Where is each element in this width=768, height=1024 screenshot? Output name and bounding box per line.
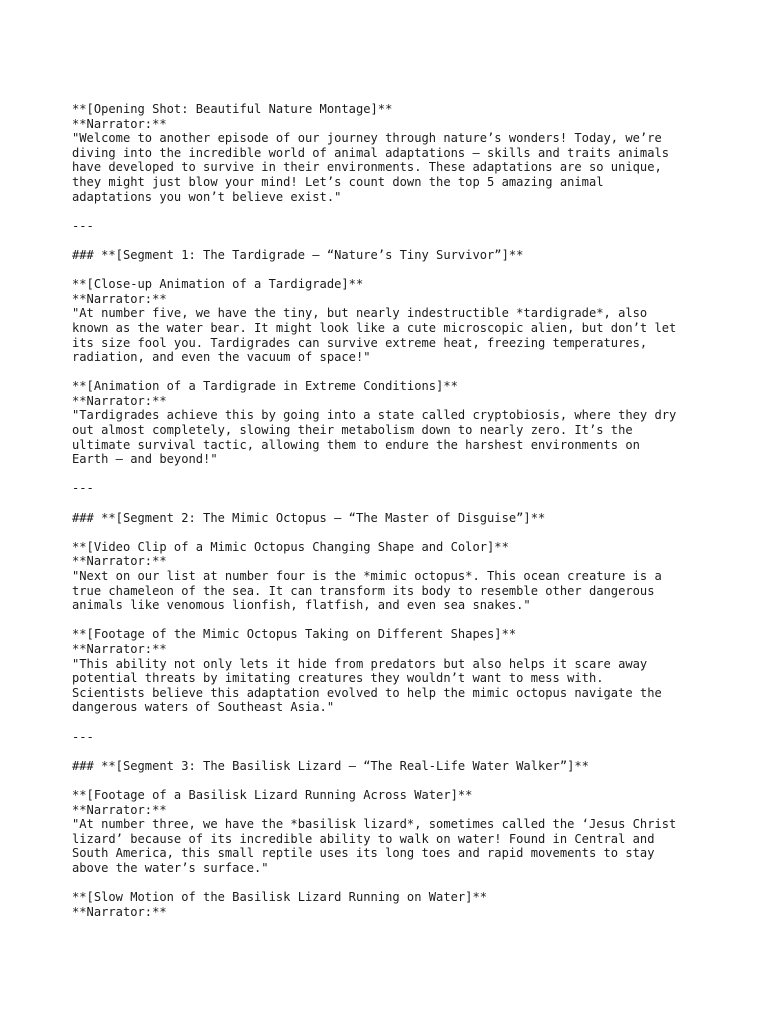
text-line: **[Close-up Animation of a Tardigrade]**	[72, 277, 364, 292]
text-line: South America, this small reptile uses its long toes and rapid movements to stay	[72, 846, 655, 861]
text-line: known as the water bear. It might look like a cute microscopic alien, but don’t let	[72, 320, 677, 335]
text-line: ---	[72, 481, 94, 496]
text-line: diving into the incredible world of animal adaptations – skills and traits animals	[72, 145, 670, 160]
text-line: ### **[Segment 1: The Tardigrade – “Nature’s Tiny Survivor”]**	[72, 247, 524, 262]
text-line: animals like venomous lionfish, flatfish, and even sea snakes."	[72, 598, 531, 613]
blank-line	[72, 496, 712, 511]
text-line: **Narrator:**	[72, 904, 167, 919]
blank-line	[72, 263, 712, 278]
text-line: Earth – and beyond!"	[72, 452, 218, 467]
text-line: **Narrator:**	[72, 291, 167, 306]
text-line: **Narrator:**	[72, 393, 167, 408]
text-line: **Narrator:**	[72, 116, 167, 131]
text-line: **[Animation of a Tardigrade in Extreme Conditions]**	[72, 379, 458, 394]
blank-line	[72, 467, 712, 482]
text-line: **[Footage of the Mimic Octopus Taking on Different Shapes]**	[72, 627, 517, 642]
text-line: "At number five, we have the tiny, but nearly indestructible *tardigrade*, also	[72, 306, 648, 321]
text-line: **Narrator:**	[72, 802, 167, 817]
text-line: potential threats by imitating creatures they wouldn’t want to mess with.	[72, 671, 604, 686]
text-line: have developed to survive in their environments. These adaptations are so unique,	[72, 160, 662, 175]
blank-line	[72, 773, 712, 788]
text-line: ### **[Segment 2: The Mimic Octopus – “The Master of Disguise”]**	[72, 510, 546, 525]
text-line: "At number three, we have the *basilisk lizard*, sometimes called the ‘Jesus Christ	[72, 817, 677, 832]
text-line: out almost completely, slowing their metabolism down to nearly zero. It’s the	[72, 423, 633, 438]
text-line: ---	[72, 729, 94, 744]
text-line: ---	[72, 218, 94, 233]
text-line: they might just blow your mind! Let’s count down the top 5 amazing animal	[72, 174, 604, 189]
text-line: **Narrator:**	[72, 554, 167, 569]
text-line: "Tardigrades achieve this by going into a state called cryptobiosis, where they dry	[72, 408, 677, 423]
blank-line	[72, 365, 712, 380]
text-line: its size fool you. Tardigrades can survive extreme heat, freezing temperatures,	[72, 335, 648, 350]
blank-line	[72, 875, 712, 890]
text-line: **[Slow Motion of the Basilisk Lizard Running on Water]**	[72, 890, 488, 905]
text-line: "Next on our list at number four is the *mimic octopus*. This ocean creature is a	[72, 569, 662, 583]
blank-line	[72, 744, 712, 759]
text-line: Scientists believe this adaptation evolved to help the mimic octopus navigate the	[72, 685, 662, 700]
text-line: **[Footage of a Basilisk Lizard Running Across Water]**	[72, 787, 473, 802]
text-line: ultimate survival tactic, allowing them to endure the harshest environments on	[72, 437, 640, 452]
text-line: ### **[Segment 3: The Basilisk Lizard – “The Real-Life Water Walker”]**	[72, 758, 589, 773]
blank-line	[72, 204, 712, 219]
text-line: adaptations you won’t believe exist."	[72, 189, 342, 204]
blank-line	[72, 525, 712, 540]
blank-line	[72, 233, 712, 248]
text-line: **[Opening Shot: Beautiful Nature Montage]**	[72, 102, 393, 116]
text-line: radiation, and even the vacuum of space!"	[72, 350, 371, 365]
text-line: true chameleon of the sea. It can transform its body to resemble other dangerous	[72, 583, 655, 598]
text-line: **Narrator:**	[72, 641, 167, 656]
blank-line	[72, 715, 712, 730]
text-line: "Welcome to another episode of our journey through nature’s wonders! Today, we’re	[72, 131, 662, 146]
script-text-body	[72, 102, 712, 919]
text-line: lizard’ because of its incredible ability to walk on water! Found in Central and	[72, 831, 655, 846]
text-line: above the water’s surface."	[72, 860, 269, 875]
text-line: **[Video Clip of a Mimic Octopus Changing Shape and Color]**	[72, 539, 509, 554]
text-line: dangerous waters of Southeast Asia."	[72, 700, 335, 715]
text-line: "This ability not only lets it hide from predators but also helps it scare away	[72, 656, 648, 671]
blank-line	[72, 613, 712, 628]
